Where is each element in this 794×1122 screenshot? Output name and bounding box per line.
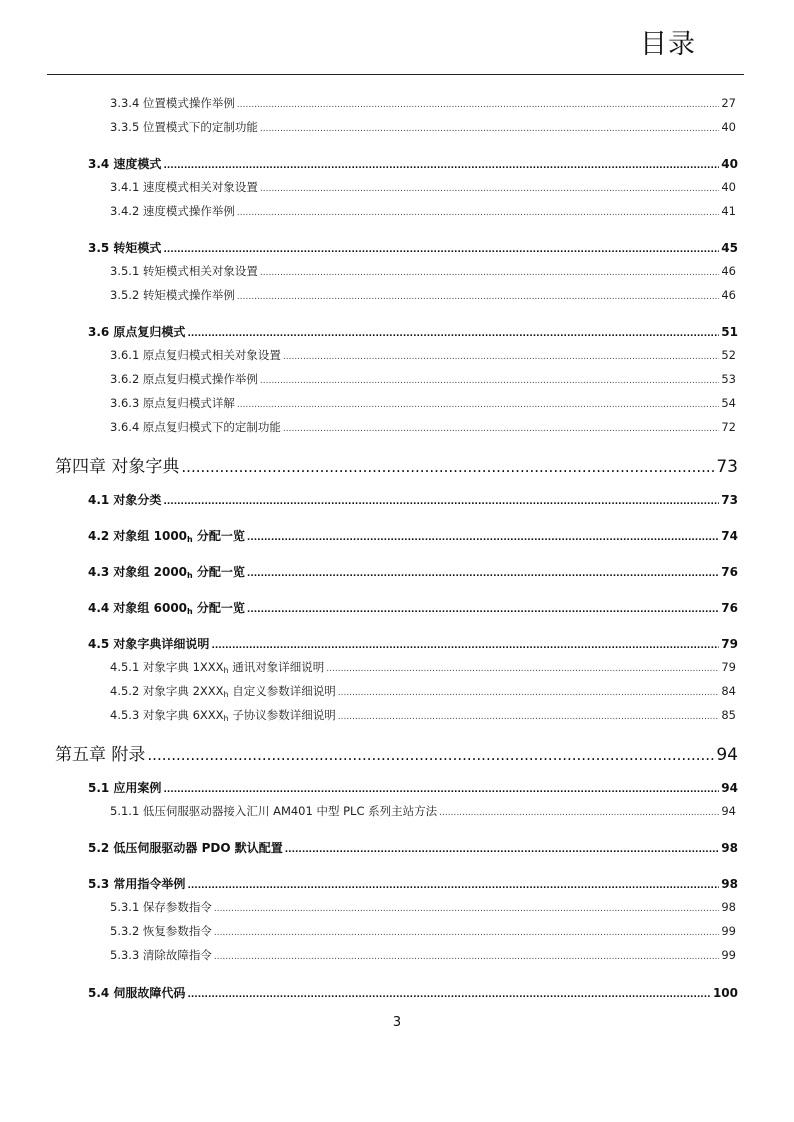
toc-entry[interactable] [88,563,738,580]
toc-entry-page: 94 [716,745,738,765]
toc-entry-label [110,707,336,723]
toc-entry-page: 73 [721,493,738,507]
toc-entry-label-part: 4.2 对象组 1000 [88,529,188,543]
toc-entry-page: 53 [721,372,736,386]
toc-entry-label: 3.4.1 速度模式相关对象设置 [110,180,258,194]
toc-entry[interactable] [110,95,736,111]
toc-entry-page: 85 [721,708,736,722]
toc-entry-label: 第五章 附录 [55,745,146,765]
dot-leader [260,268,719,278]
toc-entry-page: 76 [721,565,738,579]
toc-entry-label: 5.1 应用案例 [88,781,162,795]
dot-leader [338,688,720,698]
toc-entry-label [110,683,336,699]
hex-suffix: h [223,714,229,723]
toc-entry-page: 76 [721,601,738,615]
toc-entry-label: 第四章 对象字典 [55,457,180,477]
dot-leader [338,712,720,722]
dot-leader [181,458,714,476]
toc-entry-page: 79 [721,660,736,674]
toc-entry[interactable] [88,239,738,256]
toc-entry-page: 79 [721,637,738,651]
toc-entry-page: 40 [721,120,736,134]
toc-entry-page: 46 [721,264,736,278]
dot-leader [247,533,719,543]
dot-leader [237,400,719,410]
toc-entry-label: 4.5 对象字典详细说明 [88,637,210,651]
toc-entry[interactable] [110,371,736,387]
page-title: 目录 [640,29,696,60]
dot-leader [260,184,719,194]
toc-entry-label [88,563,245,580]
toc-entry-label: 5.3 常用指令举例 [88,877,186,891]
toc-entry-label-part: 4.3 对象组 2000 [88,565,188,579]
toc-entry-label: 3.5.2 转矩模式操作举例 [110,288,235,302]
toc-entry[interactable] [110,203,736,219]
toc-entry-label: 5.1.1 低压伺服驱动器接入汇川 AM401 中型 PLC 系列主站方法 [110,804,438,818]
toc-entry[interactable] [110,419,736,435]
toc-chapter[interactable] [55,452,738,477]
toc-entry[interactable] [110,395,736,411]
toc-entry[interactable] [88,635,738,652]
dot-leader [187,881,719,891]
toc-entry-page: 94 [721,781,738,795]
dot-leader [237,208,719,218]
toc-entry-page: 99 [721,924,736,938]
toc-entry-label: 3.6.2 原点复归模式操作举例 [110,372,258,386]
dot-leader [163,497,719,507]
header-divider [47,74,744,75]
dot-leader [247,569,719,579]
toc-entry-label: 3.5.1 转矩模式相关对象设置 [110,264,258,278]
toc-entry-label: 3.4.2 速度模式操作举例 [110,204,235,218]
toc-entry-page: 52 [721,348,736,362]
toc-entry[interactable] [110,683,736,699]
toc-entry[interactable] [88,875,738,892]
hex-suffix: h [187,535,193,544]
dot-leader [285,845,720,855]
toc-entry-page: 98 [721,877,738,891]
toc-entry-page: 41 [721,204,736,218]
toc-entry-label-part: 4.4 对象组 6000 [88,601,188,615]
toc-entry-label-part: 分配一览 [192,565,245,579]
toc-entry-page: 45 [721,241,738,255]
toc-entry-label: 5.3.2 恢复参数指令 [110,924,212,938]
toc-entry-label: 5.3.1 保存参数指令 [110,900,212,914]
toc-entry-page: 72 [721,420,736,434]
toc-entry-page: 100 [712,986,738,1000]
toc-entry[interactable] [110,803,736,819]
toc-entry[interactable] [88,984,738,1001]
dot-leader [326,664,719,674]
toc-entry-label: 3.3.4 位置模式操作举例 [110,96,235,110]
toc-entry-page: 98 [721,900,736,914]
toc-entry-label: 3.4 速度模式 [88,157,162,171]
dot-leader [163,785,719,795]
hex-suffix: h [187,571,193,580]
toc-entry[interactable] [88,323,738,340]
page-number: 3 [392,1015,402,1030]
dot-leader [283,352,719,362]
hex-suffix: h [223,666,229,675]
toc-entry-label-part: 子协议参数详细说明 [228,708,336,722]
dot-leader [214,952,719,962]
dot-leader [247,605,719,615]
toc-entry-page: 73 [716,457,738,477]
dot-leader [283,424,719,434]
toc-entry-label: 3.5 转矩模式 [88,241,162,255]
dot-leader [214,928,719,938]
toc-entry-label-part: 4.5.1 对象字典 1XXX [110,660,224,674]
toc-entry-page: 84 [721,684,736,698]
dot-leader [439,808,719,818]
toc-entry[interactable] [110,263,736,279]
toc-entry-label-part: 分配一览 [192,529,245,543]
toc-entry[interactable] [110,119,736,135]
toc-entry-page: 94 [721,804,736,818]
hex-suffix: h [187,607,193,616]
toc-entry-label: 5.4 伺服故障代码 [88,986,186,1000]
toc-entry[interactable] [88,599,738,616]
dot-leader [260,124,719,134]
toc-entry[interactable] [110,923,736,939]
dot-leader [260,376,719,386]
toc-entry-label: 3.3.5 位置模式下的定制功能 [110,120,258,134]
dot-leader [187,329,719,339]
toc-entry-label: 3.6 原点复归模式 [88,325,186,339]
toc-entry-page: 99 [721,948,736,962]
toc-entry-page: 27 [721,96,736,110]
toc-entry[interactable] [88,779,738,796]
dot-leader [237,292,719,302]
toc-entry-label [110,659,324,675]
toc-entry[interactable] [110,947,736,963]
toc-entry-page: 46 [721,288,736,302]
dot-leader [163,245,719,255]
toc-entry-page: 51 [721,325,738,339]
hex-suffix: h [223,690,229,699]
toc-entry-label: 5.2 低压伺服驱动器 PDO 默认配置 [88,841,283,855]
toc-entry[interactable] [88,839,738,856]
toc-entry[interactable] [88,527,738,544]
toc-entry-page: 98 [721,841,738,855]
dot-leader [147,746,714,764]
toc-entry[interactable] [110,287,736,303]
toc-entry-label: 3.6.3 原点复归模式详解 [110,396,235,410]
toc-entry-label: 5.3.3 清除故障指令 [110,948,212,962]
dot-leader [163,161,719,171]
toc-entry[interactable] [110,707,736,723]
toc-entry-page: 74 [721,529,738,543]
toc-entry-label-part: 分配一览 [192,601,245,615]
toc-chapter[interactable] [55,740,738,765]
toc-entry-page: 54 [721,396,736,410]
toc-entry[interactable] [88,155,738,172]
toc-entry-label: 3.6.1 原点复归模式相关对象设置 [110,348,281,362]
toc-entry-label [88,599,245,616]
toc-entry-label-part: 自定义参数详细说明 [228,684,336,698]
toc-entry-page: 40 [721,157,738,171]
toc-entry[interactable] [88,491,738,508]
toc-entry[interactable] [110,659,736,675]
dot-leader [214,904,719,914]
dot-leader [187,990,711,1000]
toc-entry[interactable] [110,347,736,363]
toc-entry-label-part: 4.5.2 对象字典 2XXX [110,684,224,698]
toc-entry-label-part: 通讯对象详细说明 [228,660,325,674]
toc-entry-page: 40 [721,180,736,194]
toc-entry[interactable] [110,179,736,195]
dot-leader [237,100,719,110]
dot-leader [211,641,719,651]
toc-entry-label [88,527,245,544]
toc-entry-label-part: 4.5.3 对象字典 6XXX [110,708,224,722]
toc-entry[interactable] [110,899,736,915]
toc-entry-label: 3.6.4 原点复归模式下的定制功能 [110,420,281,434]
toc-entry-label: 4.1 对象分类 [88,493,162,507]
